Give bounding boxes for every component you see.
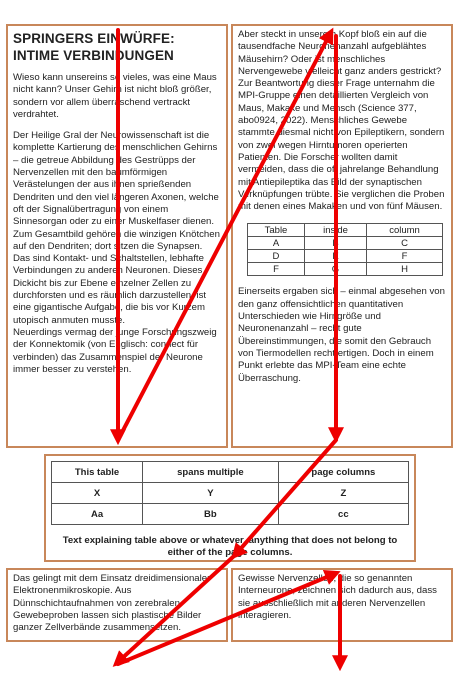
table-row [248, 263, 443, 276]
right-paragraph-2: Einerseits ergaben sich – einmal abgesehen von den ganz offensichtlichen quantitativen Unterschieden wie Hirngröße und Neuronenanzahl – recht gute Übereinstimmungen, die somit den Gebrauch von Tiermodellen rechtfertigen. Doch in einem Punkt erlebte das MPI-Team eine echte Überraschung. [238, 286, 445, 384]
table-cell: C [367, 237, 443, 250]
table-row [52, 504, 409, 525]
bottom-right-paragraph: Gewisse Nervenzellen, die so genannten Interneurone, zeichnen sich dadurch aus, dass sie ausschließlich mit anderen Nervenzellen interagieren. [238, 573, 437, 621]
spanning-table [51, 461, 409, 525]
table-cell: This table [52, 462, 143, 483]
article-title: SPRINGERS EINWÜRFE: INTIME VERBINDUNGEN [13, 31, 175, 63]
table-cell: E [304, 250, 366, 263]
table-cell: G [304, 263, 366, 276]
table-cell: B [304, 237, 366, 250]
table-cell: inside [304, 224, 366, 237]
table-row [52, 462, 409, 483]
table-cell: F [367, 250, 443, 263]
table-cell: H [367, 263, 443, 276]
table-row [52, 483, 409, 504]
table-row [248, 250, 443, 263]
table-cell: Bb [143, 504, 279, 525]
bottom-left-text-block [6, 568, 228, 642]
table-cell: Y [143, 483, 279, 504]
table-cell: cc [278, 504, 408, 525]
bottom-left-paragraph: Das gelingt mit dem Einsatz dreidimensionaler Elektronenmikroskopie. Aus Dünnschichtaufnahmen von zerebralen Gewebeproben lassen sich plastische Bilder ganzer Zellverbände zusammensetzen. [13, 573, 211, 634]
table-cell: spans multiple [143, 462, 279, 483]
table-cell: column [367, 224, 443, 237]
right-paragraph-1: Aber steckt in unserem Kopf bloß ein auf die tausendfache Neuronenanzahl aufgeblähtes Mäusehirn? Oder ist menschliches Nervengewebe vielleicht ganz anders gestrickt? Zur Beantwortung dieser Frage unternahm die MPI-Gruppe einen detaillierten Vergleich von Maus, Makake und Mensch (Science 377, abo0924, 2022). Menschliches Gewebe stammte diesmal nicht von Epileptikern, sondern von zwei wegen Hirntumoren operierten Patienten. Die Forscher wollten damit vermeiden, dass die oft jahrelange Behandlung mit Antiepileptika das Bild der synaptischen Verknüpfungen trübte. Sie verglichen die Proben mit denen eines Makaken und von fünf Mäusen. [238, 29, 445, 213]
left-paragraph-3: Neuerdings vermag der junge Forschungszweig der Konnektomik (von Englisch: connect für verbinden) das Zusammenspiel der Neurone immer besser zu verstehen. [13, 326, 217, 375]
table-cell: Table [248, 224, 305, 237]
left-paragraph-2: Der Heilige Gral der Neurowissenschaft ist die komplette Kartierung des menschlichen Gehirns – die getreue Abbildung des Gestrüpps der Nervenzellen mit den baumförmigen Verästelungen der aus ihnen sprießenden Dendriten und den viel längeren Axonen, welche oft der Signalübertragung von einem Sinnesorgan oder zu einer Muskelfaser dienen. Zum Gesamtbild gehören die winzigen Knötchen auf den Dendriten; dort sitzen die Synapsen. Das sind Kontakt- und Schaltstellen, lebhafte Verbindungen zu anderen Neuronen. Dieses Dickicht bis zur Ebene einzelner Zellen zu durchforsten und es räumlich darzustellen, ist eine gigantische Aufgabe, die bis vor Kurzem utopisch anmuten musste. [13, 130, 220, 326]
bottom-right-text-block [231, 568, 453, 642]
table-cell: Z [278, 483, 408, 504]
right-text-column [231, 24, 453, 448]
table-cell: A [248, 237, 305, 250]
table-cell: page columns [278, 462, 408, 483]
left-paragraph-1: Wieso kann unsereins so vieles, was eine Maus nicht kann? Unser Gehirn ist nicht bloß größer, sondern vor allem überraschend vertrackt verdrahtet. [13, 72, 217, 120]
table-row [248, 224, 443, 237]
table-cell: Aa [52, 504, 143, 525]
table-cell: X [52, 483, 143, 504]
table-cell: F [248, 263, 305, 276]
table-caption: Text explaining table above or whatever, anything that does not belong to either of the page columns. [62, 535, 398, 558]
table-row [248, 237, 443, 250]
spanning-table-block [44, 454, 416, 562]
table-cell: D [248, 250, 305, 263]
inline-column-table [247, 223, 443, 276]
left-text-column [6, 24, 228, 448]
